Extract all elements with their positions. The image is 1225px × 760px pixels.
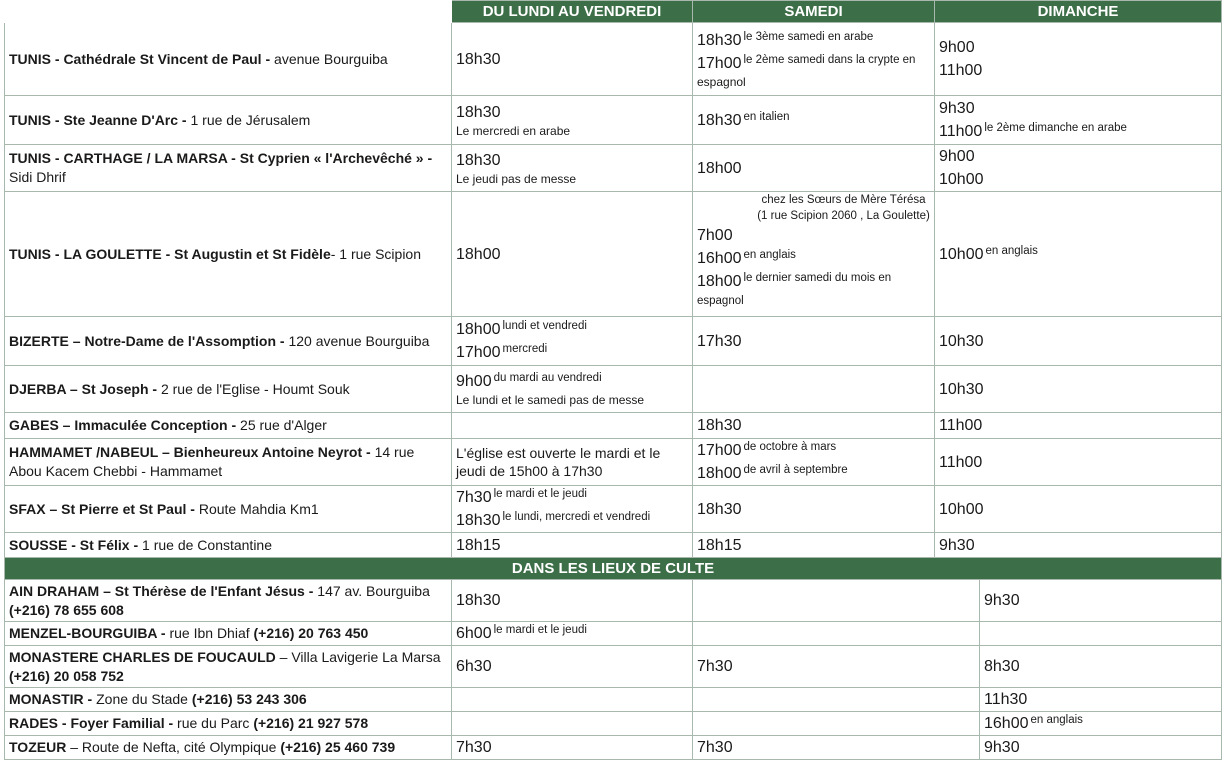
saturday-cell xyxy=(693,688,980,712)
place-address: rue du Parc xyxy=(173,715,254,731)
time-line xyxy=(456,370,688,393)
time-value: 16h00 xyxy=(984,715,1029,732)
time-value: 9h30 xyxy=(984,592,1020,609)
time-value: 18h30 xyxy=(456,104,501,121)
time-line xyxy=(697,330,930,353)
sunday-cell xyxy=(935,486,1222,533)
place-cell xyxy=(5,439,452,486)
church-row xyxy=(5,23,1222,96)
time-line xyxy=(939,59,1217,82)
time-value: 6h30 xyxy=(456,658,492,675)
place-cell xyxy=(5,486,452,533)
location-note: chez les Sœurs de Mère Térésa xyxy=(761,194,926,206)
time-line xyxy=(456,101,688,124)
place-cell xyxy=(5,646,452,688)
place-address: Zone du Stade xyxy=(92,691,192,707)
church-row xyxy=(5,533,1222,558)
church-address: Route Mahdia Km1 xyxy=(194,500,319,517)
time-value: 17h00 xyxy=(697,54,742,72)
time-value: 10h00 xyxy=(939,245,984,263)
time-note: de octobre à mars xyxy=(743,441,837,453)
time-value: 9h00 xyxy=(939,39,975,56)
place-cell xyxy=(5,23,452,96)
weekday-cell xyxy=(452,622,693,646)
church-row xyxy=(5,366,1222,413)
time-value: 18h30 xyxy=(697,500,742,518)
place-cell xyxy=(5,622,452,646)
time-note: le lundi, mercredi et vendredi xyxy=(502,511,651,523)
place-address: 147 av. Bourguiba xyxy=(313,582,430,599)
time-line xyxy=(939,378,1217,401)
worship-place-row xyxy=(5,622,1222,646)
time-value: 10h30 xyxy=(939,332,984,350)
time-note: du mardi au vendredi xyxy=(493,372,602,384)
time-line xyxy=(939,534,1217,557)
time-value: 7h30 xyxy=(697,739,733,756)
phone-number: (+216) 20 763 450 xyxy=(253,625,369,641)
header-row xyxy=(5,1,1222,23)
place-cell xyxy=(5,712,452,736)
time-line xyxy=(984,655,1217,678)
time-value: 18h30 xyxy=(697,31,742,49)
church-row xyxy=(5,96,1222,145)
saturday-cell xyxy=(693,712,980,736)
church-address: 1 rue de Constantine xyxy=(138,536,273,553)
church-row xyxy=(5,317,1222,366)
time-line xyxy=(456,589,688,612)
church-address: - 1 rue Scipion xyxy=(330,245,422,262)
time-value: 7h30 xyxy=(456,739,492,756)
time-line xyxy=(939,414,1217,437)
weekday-cell xyxy=(452,439,693,486)
time-value: 11h00 xyxy=(939,453,983,471)
time-value: 18h30 xyxy=(456,592,501,609)
time-line xyxy=(456,736,688,759)
section-title: DANS LES LIEUX DE CULTE xyxy=(5,558,1222,580)
time-line xyxy=(456,243,688,266)
time-line xyxy=(697,534,930,557)
worship-place-row xyxy=(5,646,1222,688)
church-row xyxy=(5,439,1222,486)
weekday-cell xyxy=(452,366,693,413)
time-note: le mardi et le jeudi xyxy=(493,624,587,636)
schedule-table xyxy=(4,0,1222,760)
church-address: avenue Bourguiba xyxy=(270,50,388,67)
time-line xyxy=(456,486,688,509)
time-note: le 2ème dimanche en arabe xyxy=(984,122,1127,134)
time-value: 18h30 xyxy=(456,152,501,169)
time-line xyxy=(456,655,688,678)
time-value: 18h30 xyxy=(697,111,742,129)
church-name: SFAX – St Pierre et St Paul - xyxy=(9,500,195,517)
place-name: MONASTIR - xyxy=(9,691,93,707)
time-line xyxy=(939,243,1217,266)
place-cell xyxy=(5,533,452,558)
time-note-cont: espagnol xyxy=(697,74,746,89)
header-weekday: DU LUNDI AU VENDREDI xyxy=(452,1,693,23)
saturday-cell xyxy=(693,439,935,486)
time-line xyxy=(456,149,688,172)
saturday-cell xyxy=(693,23,935,96)
time-value: 17h30 xyxy=(697,332,742,350)
time-value: 10h30 xyxy=(939,380,984,398)
time-line xyxy=(697,498,930,521)
time-value: 18h30 xyxy=(456,50,501,68)
time-value: 18h15 xyxy=(456,536,501,554)
time-note: le dernier samedi du mois en espagnol xyxy=(697,272,892,307)
time-value: 16h00 xyxy=(697,250,742,267)
weekday-cell xyxy=(452,317,693,366)
place-cell xyxy=(5,688,452,712)
weekday-cell xyxy=(452,96,693,145)
time-value: 18h00 xyxy=(456,245,501,263)
saturday-cell xyxy=(693,145,935,192)
weekday-cell xyxy=(452,646,693,688)
weekday-cell xyxy=(452,486,693,533)
phone-number: (+216) 21 927 578 xyxy=(253,715,369,731)
weekday-cell xyxy=(452,533,693,558)
location-note: (1 rue Scipion 2060 , La Goulette) xyxy=(757,210,930,222)
church-address: 2 rue de l'Eglise - Houmt Souk xyxy=(157,380,350,397)
time-value: 9h30 xyxy=(939,100,975,117)
time-line xyxy=(697,52,930,75)
time-value: 11h00 xyxy=(939,123,983,140)
time-value: 11h00 xyxy=(939,62,983,79)
time-note: lundi et vendredi xyxy=(502,320,587,332)
place-cell xyxy=(5,192,452,317)
place-address: rue Ibn Dhiaf xyxy=(165,625,254,641)
church-row xyxy=(5,486,1222,533)
sunday-cell xyxy=(980,580,1222,622)
place-address: – Villa Lavigerie La Marsa xyxy=(275,648,441,665)
time-line xyxy=(939,120,1217,143)
schedule-note: Le jeudi pas de messe xyxy=(456,172,577,186)
weekday-cell xyxy=(452,688,693,712)
church-address: 1 rue de Jérusalem xyxy=(186,111,311,128)
church-name: HAMMAMET /NABEUL – Bienheureux Antoine Neyrot - xyxy=(9,444,371,460)
time-note: en anglais xyxy=(743,249,796,261)
worship-place-row xyxy=(5,688,1222,712)
time-value: 8h30 xyxy=(984,658,1020,675)
time-line xyxy=(456,318,688,341)
weekday-cell xyxy=(452,192,693,317)
time-line xyxy=(939,330,1217,353)
sunday-cell xyxy=(980,646,1222,688)
worship-place-row xyxy=(5,712,1222,736)
time-line xyxy=(939,36,1217,59)
section-header-row xyxy=(5,558,1222,580)
sunday-cell xyxy=(935,23,1222,96)
sunday-cell xyxy=(980,622,1222,646)
church-name: TUNIS - Ste Jeanne D'Arc - xyxy=(9,111,187,128)
church-address: 120 avenue Bourguiba xyxy=(284,332,430,349)
time-note: le 2ème samedi dans la crypte en xyxy=(743,53,916,66)
time-value: 18h00 xyxy=(456,321,501,338)
saturday-cell xyxy=(693,533,935,558)
saturday-cell xyxy=(693,413,935,439)
sunday-cell xyxy=(935,533,1222,558)
sunday-cell xyxy=(980,736,1222,760)
church-address: Sidi Dhrif xyxy=(9,169,66,185)
header-saturday: SAMEDI xyxy=(693,1,935,23)
time-value: 9h00 xyxy=(456,373,492,390)
schedule-note: Le mercredi en arabe xyxy=(456,124,571,138)
saturday-cell xyxy=(693,486,935,533)
church-name: TUNIS - CARTHAGE / LA MARSA - St Cyprien « l'Archevêché » - xyxy=(9,150,433,166)
time-value: 7h30 xyxy=(697,658,733,675)
time-value: 18h00 xyxy=(697,273,742,290)
time-line xyxy=(456,341,688,364)
time-value: 18h30 xyxy=(697,417,742,434)
church-row xyxy=(5,413,1222,439)
saturday-cell xyxy=(693,622,980,646)
time-line xyxy=(697,224,930,247)
weekday-cell xyxy=(452,23,693,96)
sunday-cell xyxy=(980,712,1222,736)
time-value: 10h00 xyxy=(939,500,984,518)
time-line xyxy=(697,655,975,678)
time-note: mercredi xyxy=(502,343,548,355)
place-cell xyxy=(5,580,452,622)
place-cell xyxy=(5,317,452,366)
sunday-cell xyxy=(935,192,1222,317)
time-line xyxy=(939,498,1217,521)
place-cell xyxy=(5,145,452,192)
weekday-cell xyxy=(452,712,693,736)
place-name: TOZEUR xyxy=(9,739,67,755)
place-name: MENZEL-BOURGUIBA - xyxy=(9,625,166,641)
time-value: 9h30 xyxy=(984,739,1020,756)
church-name: TUNIS - Cathédrale St Vincent de Paul - xyxy=(9,50,271,67)
time-line xyxy=(697,414,930,437)
time-line xyxy=(697,109,930,132)
sunday-cell xyxy=(935,317,1222,366)
time-line xyxy=(697,439,930,462)
time-value: 11h30 xyxy=(984,691,1028,708)
time-value: 18h00 xyxy=(697,465,742,482)
sunday-cell xyxy=(935,145,1222,192)
saturday-cell xyxy=(693,96,935,145)
time-note: de avril à septembre xyxy=(743,464,848,476)
time-value: 18h00 xyxy=(697,159,742,177)
worship-place-row xyxy=(5,580,1222,622)
place-name: RADES - Foyer Familial - xyxy=(9,715,174,731)
time-value: 18h30 xyxy=(456,512,501,529)
time-line xyxy=(456,48,688,71)
time-value: 17h00 xyxy=(697,442,742,459)
church-name: GABES – Immaculée Conception - xyxy=(9,417,237,433)
church-row xyxy=(5,145,1222,192)
time-note: en anglais xyxy=(985,244,1038,257)
header-sunday: DIMANCHE xyxy=(935,1,1222,23)
time-line xyxy=(697,157,930,180)
time-line xyxy=(697,462,930,485)
phone-number: (+216) 53 243 306 xyxy=(191,691,307,707)
saturday-cell xyxy=(693,580,980,622)
church-row xyxy=(5,192,1222,317)
time-line xyxy=(456,622,688,645)
church-name: DJERBA – St Joseph - xyxy=(9,380,158,397)
place-name: MONASTERE CHARLES DE FOUCAULD xyxy=(9,648,276,665)
place-cell xyxy=(5,366,452,413)
church-address: 14 rue Abou Kacem Chebbi - Hammamet xyxy=(9,444,415,479)
sunday-cell xyxy=(935,413,1222,439)
schedule-note: L'église est ouverte le mardi et le jeudi de 15h00 à 17h30 xyxy=(456,445,661,479)
place-cell xyxy=(5,96,452,145)
saturday-cell xyxy=(693,736,980,760)
time-line xyxy=(456,509,688,532)
time-value: 6h00 xyxy=(456,625,492,642)
time-line xyxy=(697,247,930,270)
church-name: BIZERTE – Notre-Dame de l'Assomption - xyxy=(9,332,285,349)
sunday-cell xyxy=(935,96,1222,145)
saturday-cell xyxy=(693,366,935,413)
place-cell xyxy=(5,413,452,439)
time-value: 9h30 xyxy=(939,536,975,554)
sunday-cell xyxy=(980,688,1222,712)
church-name: SOUSSE - St Félix - xyxy=(9,536,139,553)
time-line xyxy=(939,97,1217,120)
church-address: 25 rue d'Alger xyxy=(236,417,327,433)
schedule-note: Le lundi et le samedi pas de messe xyxy=(456,393,645,407)
time-line xyxy=(984,589,1217,612)
worship-place-row xyxy=(5,736,1222,760)
phone-number: (+216) 25 460 739 xyxy=(280,739,396,755)
time-value: 17h00 xyxy=(456,344,501,361)
saturday-cell xyxy=(693,317,935,366)
time-line xyxy=(697,29,930,52)
place-cell xyxy=(5,736,452,760)
phone-number: (+216) 20 058 752 xyxy=(9,667,124,684)
weekday-cell xyxy=(452,413,693,439)
saturday-cell xyxy=(693,192,935,317)
time-note: en anglais xyxy=(1030,714,1083,726)
time-line xyxy=(456,534,688,557)
sunday-cell xyxy=(935,439,1222,486)
time-value: 7h00 xyxy=(697,227,733,244)
time-line xyxy=(939,168,1217,191)
time-value: 7h30 xyxy=(456,489,492,506)
time-line xyxy=(939,145,1217,168)
place-address: – Route de Nefta, cité Olympique xyxy=(66,739,281,755)
time-line xyxy=(984,712,1217,735)
time-line xyxy=(697,736,975,759)
time-note: le 3ème samedi en arabe xyxy=(743,30,874,43)
time-value: 11h00 xyxy=(939,417,983,434)
phone-number: (+216) 78 655 608 xyxy=(9,601,124,618)
time-note: le mardi et le jeudi xyxy=(493,488,587,500)
time-line xyxy=(984,688,1217,711)
time-line xyxy=(984,736,1217,759)
time-value: 18h15 xyxy=(697,536,742,554)
weekday-cell xyxy=(452,145,693,192)
time-value: 9h00 xyxy=(939,148,975,165)
sunday-cell xyxy=(935,366,1222,413)
weekday-cell xyxy=(452,580,693,622)
time-line xyxy=(697,270,930,316)
saturday-cell xyxy=(693,646,980,688)
place-name: AIN DRAHAM – St Thérèse de l'Enfant Jésus - xyxy=(9,582,314,599)
time-note: en italien xyxy=(743,110,790,123)
church-name: TUNIS - LA GOULETTE - St Augustin et St Fidèle xyxy=(9,245,331,262)
weekday-cell xyxy=(452,736,693,760)
time-value: 10h00 xyxy=(939,171,984,188)
header-corner xyxy=(5,1,452,23)
time-line xyxy=(939,451,1217,474)
